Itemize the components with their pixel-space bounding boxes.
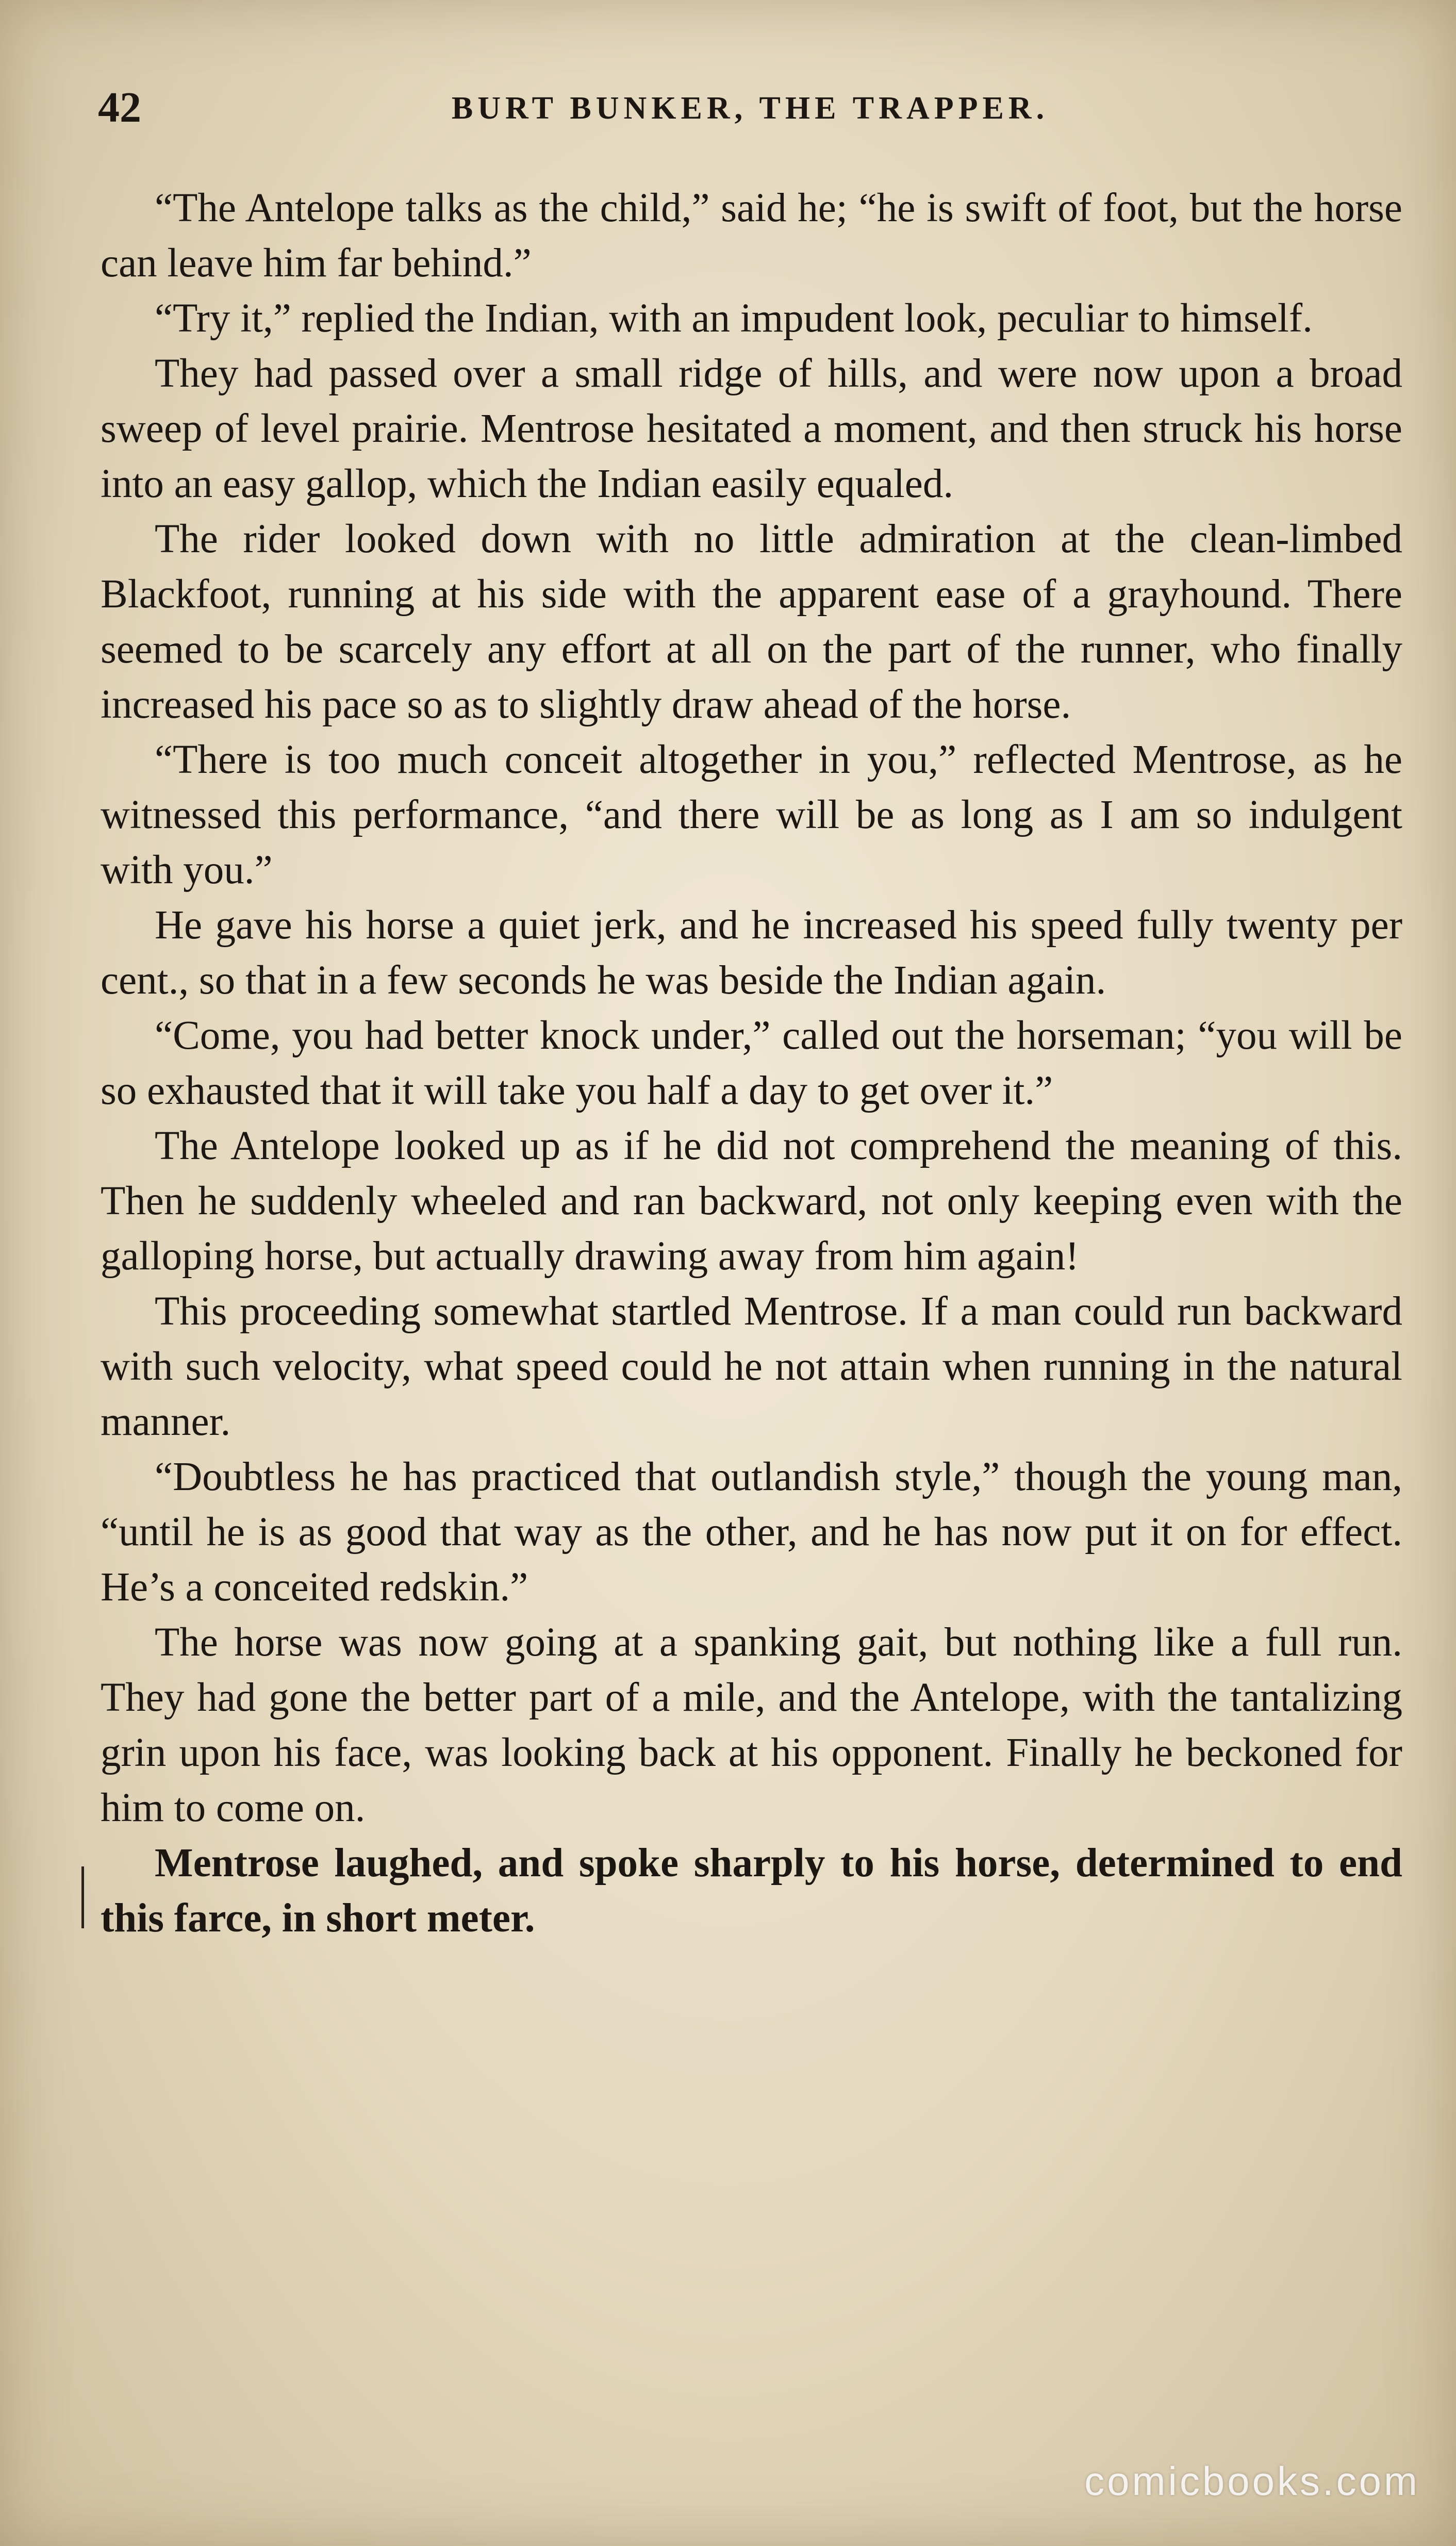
- paragraph: “There is too much conceit altogether in you,” reflected Mentrose, as he witnessed this performance, “and there will be as long as I am so indulgent with you.”: [101, 737, 1402, 892]
- paragraph: “Come, you had better knock under,” called out the horseman; “you will be so exhausted that it will take you half a day to get over it.”: [101, 1013, 1402, 1113]
- paragraph: He gave his horse a quiet jerk, and he increased his speed fully twenty per cent., so that in a few seconds he was beside the Indian again.: [101, 903, 1402, 1003]
- page-header: [98, 77, 1402, 139]
- paragraph: “The Antelope talks as the child,” said he; “he is swift of foot, but the horse can leave him far behind.”: [101, 186, 1402, 286]
- margin-mark: [81, 1866, 84, 1928]
- paragraph: Mentrose laughed, and spoke sharply to his horse, determined to end this farce, in short meter.: [101, 1841, 1402, 1941]
- paragraph: The rider looked down with no little admiration at the clean-limbed Blackfoot, running at his side with the apparent ease of a grayhound. There seemed to be scarcely any effort at all on the part of the runner, who finally increased his pace so as to slightly draw ahead of the horse.: [101, 517, 1402, 727]
- page-number: 42: [98, 84, 141, 131]
- body-text: [101, 180, 1402, 1946]
- paragraph: They had passed over a small ridge of hills, and were now upon a broad sweep of level prairie. Mentrose hesitated a moment, and then struck his horse into an easy gallop, which the Indian easily equaled.: [101, 351, 1402, 506]
- paragraph: The Antelope looked up as if he did not comprehend the meaning of this. Then he suddenly wheeled and ran backward, not only keeping even with the galloping horse, but actually drawing away from him again!: [101, 1123, 1402, 1279]
- watermark: comicbooks.com: [1084, 2458, 1420, 2504]
- running-head: BURT BUNKER, THE TRAPPER.: [451, 91, 1049, 126]
- paragraph: “Try it,” replied the Indian, with an impudent look, peculiar to himself.: [155, 296, 1313, 341]
- paragraph: “Doubtless he has practiced that outlandish style,” though the young man, “until he is as good that way as the other, and he has now put it on for effect. He’s a conceited redskin.”: [101, 1454, 1402, 1610]
- paragraph: This proceeding somewhat startled Mentrose. If a man could run backward with such velocity, what speed could he not attain when running in the natural manner.: [101, 1289, 1402, 1444]
- paragraph: The horse was now going at a spanking gait, but nothing like a full run. They had gone the better part of a mile, and the Antelope, with the tantalizing grin upon his face, was looking back at his opponent. Finally he beckoned for him to come on.: [101, 1620, 1402, 1830]
